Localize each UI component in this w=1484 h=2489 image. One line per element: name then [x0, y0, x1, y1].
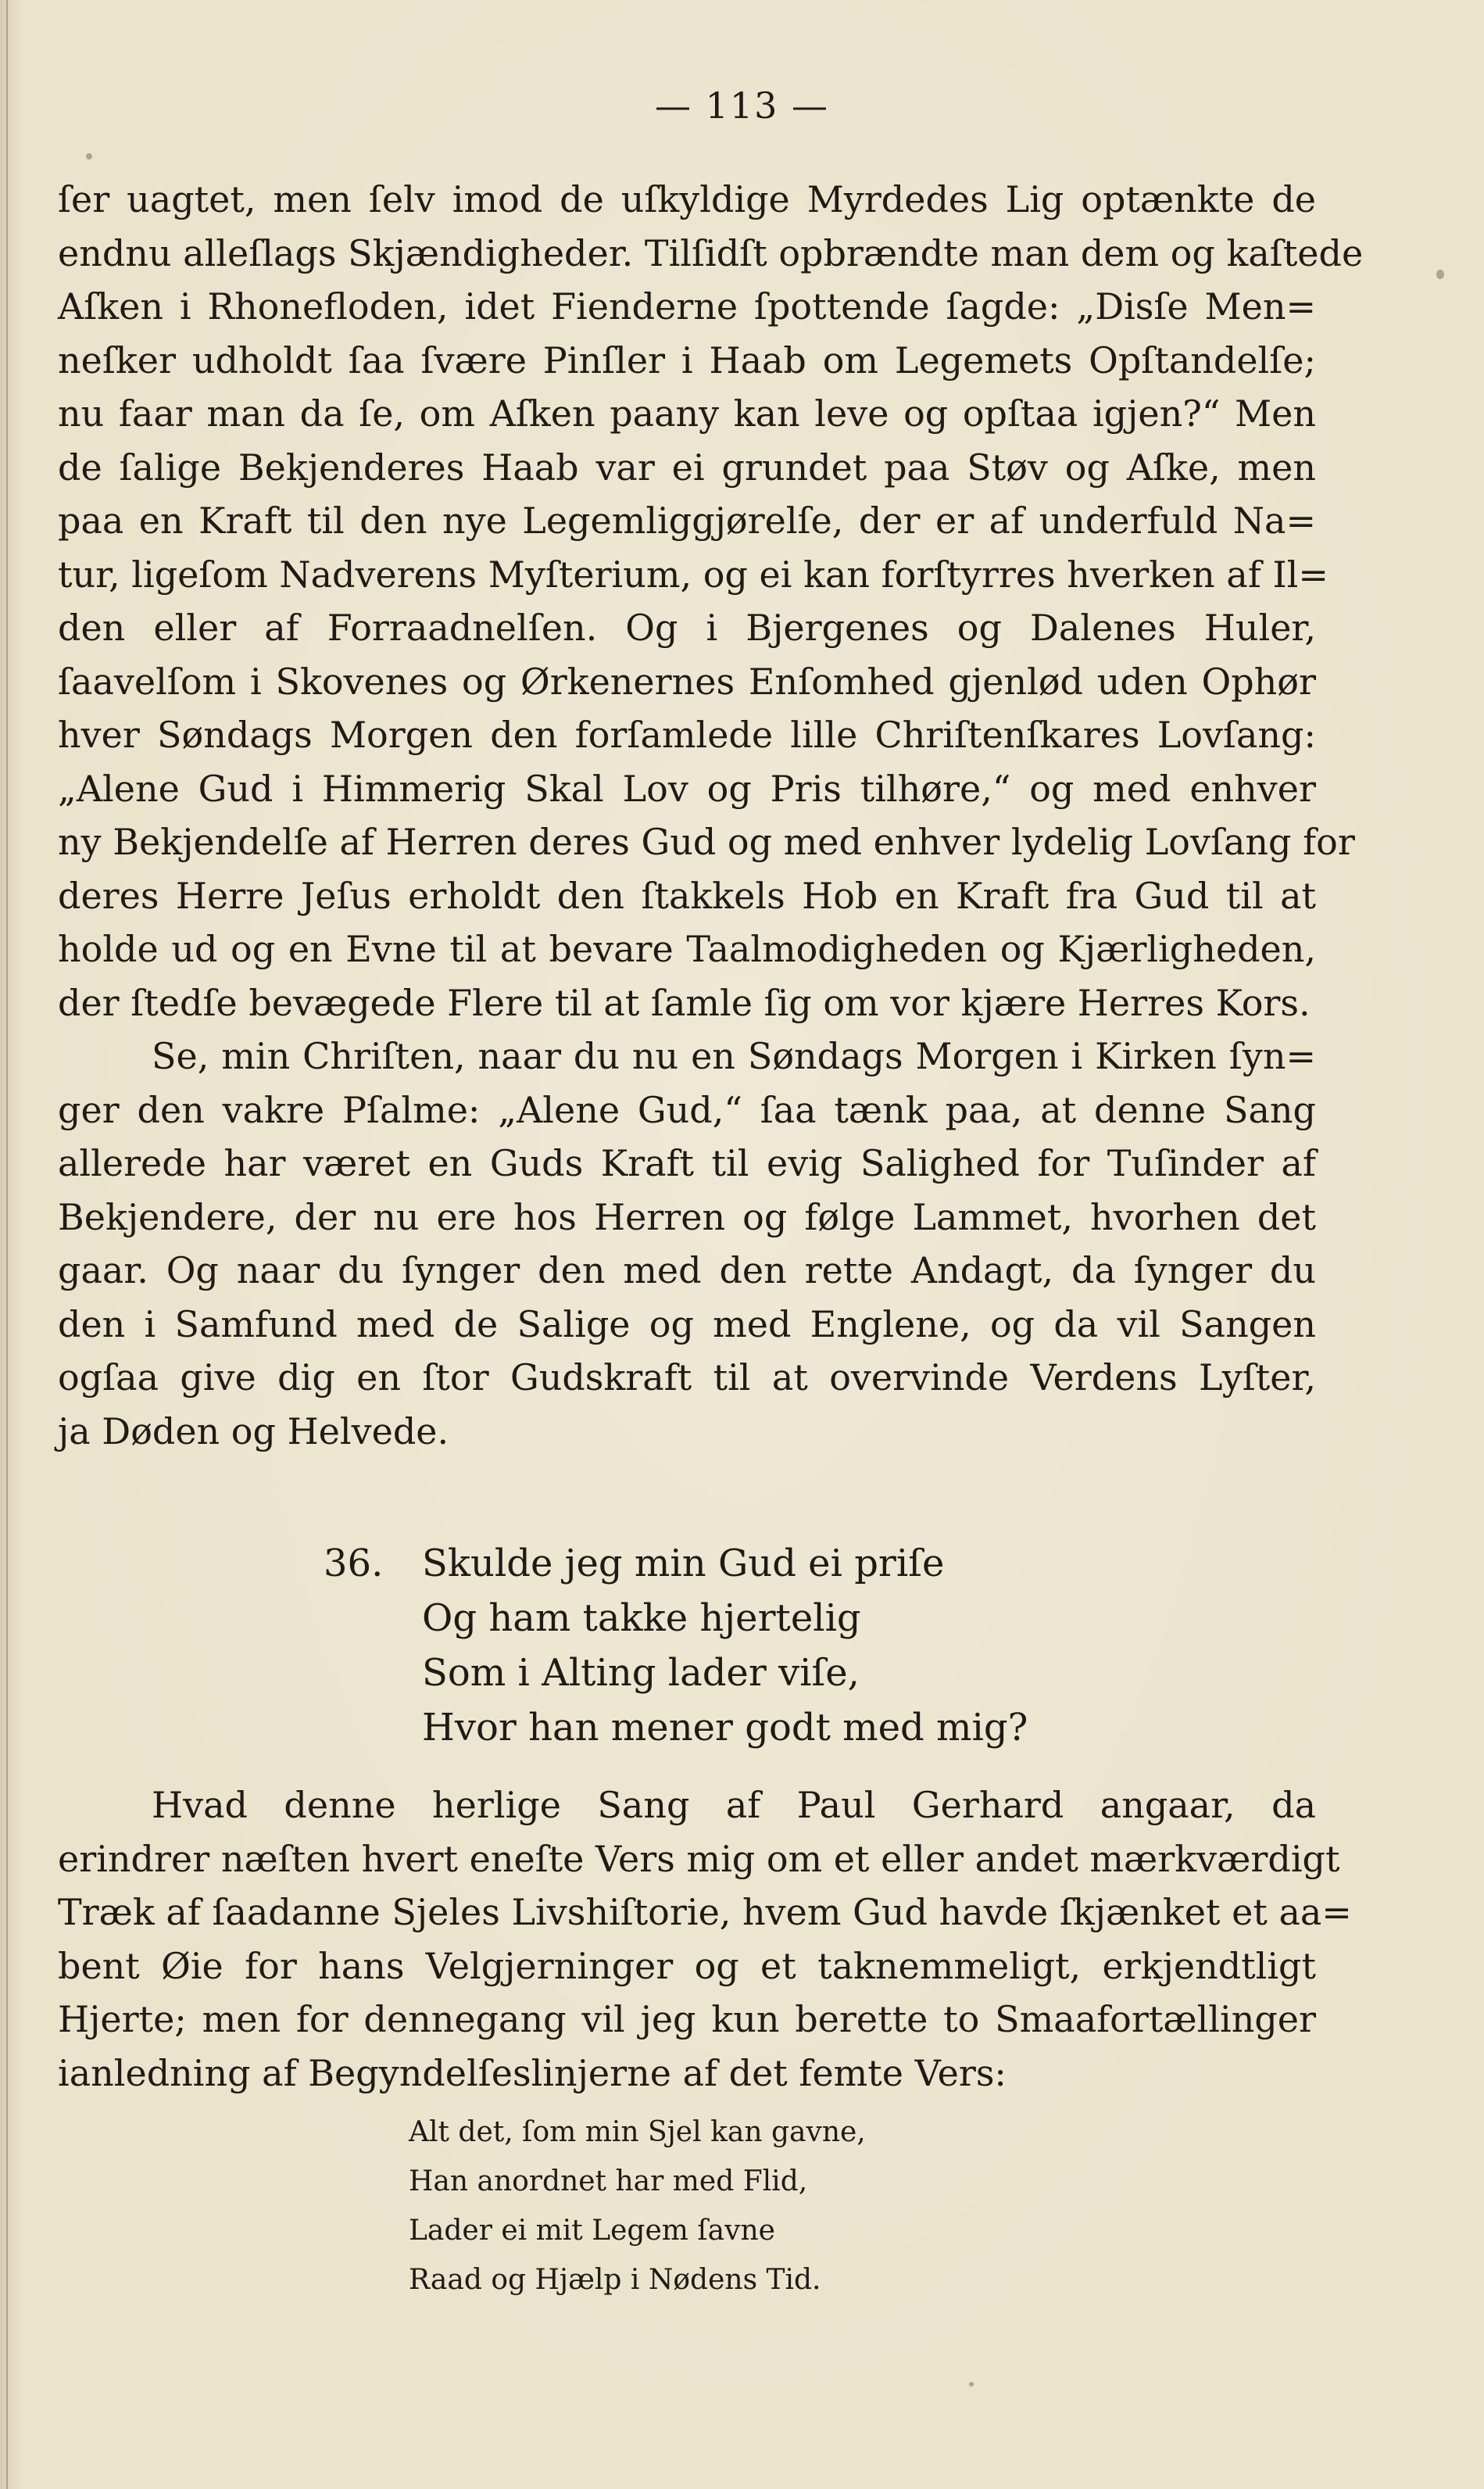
- hymn-line: Hvor han mener godt med mig?: [422, 1706, 1028, 1749]
- text-line: allerede har været en Guds Kraft til evig Salighed for Tuſinder af: [58, 1142, 1316, 1184]
- text-line: den i Samfund med de Salige og med Englene, og da vil Sangen: [58, 1302, 1316, 1345]
- paragraph-text: [58, 1030, 1316, 1458]
- paragraph-2: [58, 1030, 1316, 1458]
- text-line: bent Øie for hans Velgjerninger og et taknemmeligt, erkjendtligt: [58, 1944, 1316, 1987]
- text-line: hver Søndags Morgen den forſamlede lille Chriſtenſkares Lovſang:: [58, 714, 1316, 756]
- text-line: „Alene Gud i Himmerig Skal Lov og Pris tilhøre,“ og med enhver: [58, 767, 1316, 810]
- text-line: tur, ligeſom Nadverens Myſterium, og ei kan forſtyrres hverken af Il=: [58, 553, 1328, 596]
- hymn-line: Og ham takke hjertelig: [422, 1596, 861, 1640]
- page-number: — 113 —: [654, 84, 830, 127]
- verse-line: Alt det, ſom min Sjel kan gavne,: [409, 2116, 866, 2148]
- verse-line: Lader ei mit Legem ſavne: [409, 2215, 775, 2247]
- text-line: den eller af Forraadnelſen. Og i Bjergenes og Dalenes Huler,: [58, 607, 1316, 649]
- paper-speck: [1436, 270, 1444, 279]
- text-line: de ſalige Bekjenderes Haab var ei grundet paa Støv og Aſke, men: [58, 446, 1316, 489]
- text-line: deres Herre Jeſus erholdt den ſtakkels Hob en Kraft fra Gud til at: [58, 874, 1316, 917]
- paragraph-text: [58, 1778, 1352, 2100]
- text-line: der ſtedſe bevægede Flere til at ſamle ſig om vor kjære Herres Kors.: [58, 981, 1311, 1024]
- page-gutter: [6, 0, 8, 2489]
- text-line: holde ud og en Evne til at bevare Taalmodigheden og Kjærligheden,: [58, 928, 1316, 970]
- paragraph-text: [58, 173, 1364, 1030]
- text-line: nu faar man da ſe, om Aſken paany kan leve og opſtaa igjen?“ Men: [58, 392, 1316, 435]
- text-line: erindrer næſten hvert eneſte Vers mig om et eller andet mærkværdigt: [58, 1837, 1340, 1880]
- text-line: neſker udholdt ſaa ſvære Pinſler i Haab om Legemets Opſtandelſe;: [58, 338, 1316, 381]
- text-line: Hvad denne herlige Sang af Paul Gerhard angaar, da: [152, 1784, 1316, 1826]
- text-line: ianledning af Begyndelſeslinjerne af det femte Vers:: [58, 2051, 1007, 2094]
- text-line: Se, min Chriſten, naar du nu en Søndags Morgen i Kirken ſyn=: [152, 1035, 1316, 1077]
- text-line: paa en Kraft til den nye Legemliggjørelſe, der er af underfuld Na=: [58, 500, 1316, 542]
- text-line: ſaavelſom i Skovenes og Ørkenernes Enſomhed gjenlød uden Ophør: [58, 660, 1316, 703]
- paper-speck: [969, 2382, 974, 2387]
- text-line: gaar. Og naar du ſynger den med den rette Andagt, da ſynger du: [58, 1249, 1316, 1291]
- paragraph-1: [58, 173, 1364, 1030]
- text-line: ny Bekjendelſe af Herren deres Gud og med enhver lydelig Lovſang for: [58, 821, 1355, 863]
- text-line: Hjerte; men for dennegang vil jeg kun berette to Smaafortællinger: [58, 1998, 1316, 2040]
- hymn-line: Som i Alting lader viſe,: [422, 1651, 860, 1695]
- text-line: endnu alleſlags Skjændigheder. Tilſidſt opbrændte man dem og kaſtede: [58, 231, 1364, 274]
- text-line: ogſaa give dig en ſtor Gudskraft til at overvinde Verdens Lyſter,: [58, 1356, 1316, 1398]
- text-line: Bekjendere, der nu ere hos Herren og følge Lammet, hvorhen det: [58, 1195, 1316, 1238]
- text-line: ja Døden og Helvede.: [58, 1409, 449, 1452]
- paragraph-3: [58, 1778, 1352, 2100]
- verse-quote: [409, 2108, 866, 2305]
- text-line: ſer uagtet, men ſelv imod de uſkyldige Myrdedes Lig optænkte de: [58, 178, 1316, 220]
- hymn-number: 36.: [324, 1542, 384, 1585]
- verse-line: Raad og Hjælp i Nødens Tid.: [409, 2264, 821, 2296]
- text-line: Træk af ſaadanne Sjeles Livshiſtorie, hvem Gud havde ſkjænket et aa=: [58, 1891, 1352, 1933]
- hymn-line: Skulde jeg min Gud ei priſe: [422, 1542, 945, 1585]
- text-line: ger den vakre Pſalme: „Alene Gud,“ ſaa tænk paa, at denne Sang: [58, 1088, 1316, 1131]
- text-line: Aſken i Rhonefloden, idet Fienderne ſpottende ſagde: „Disſe Men=: [58, 285, 1316, 328]
- paper-speck: [86, 153, 92, 159]
- verse-line: Han anordnet har med Flid,: [409, 2165, 808, 2197]
- hymn-lines: [422, 1536, 1028, 1755]
